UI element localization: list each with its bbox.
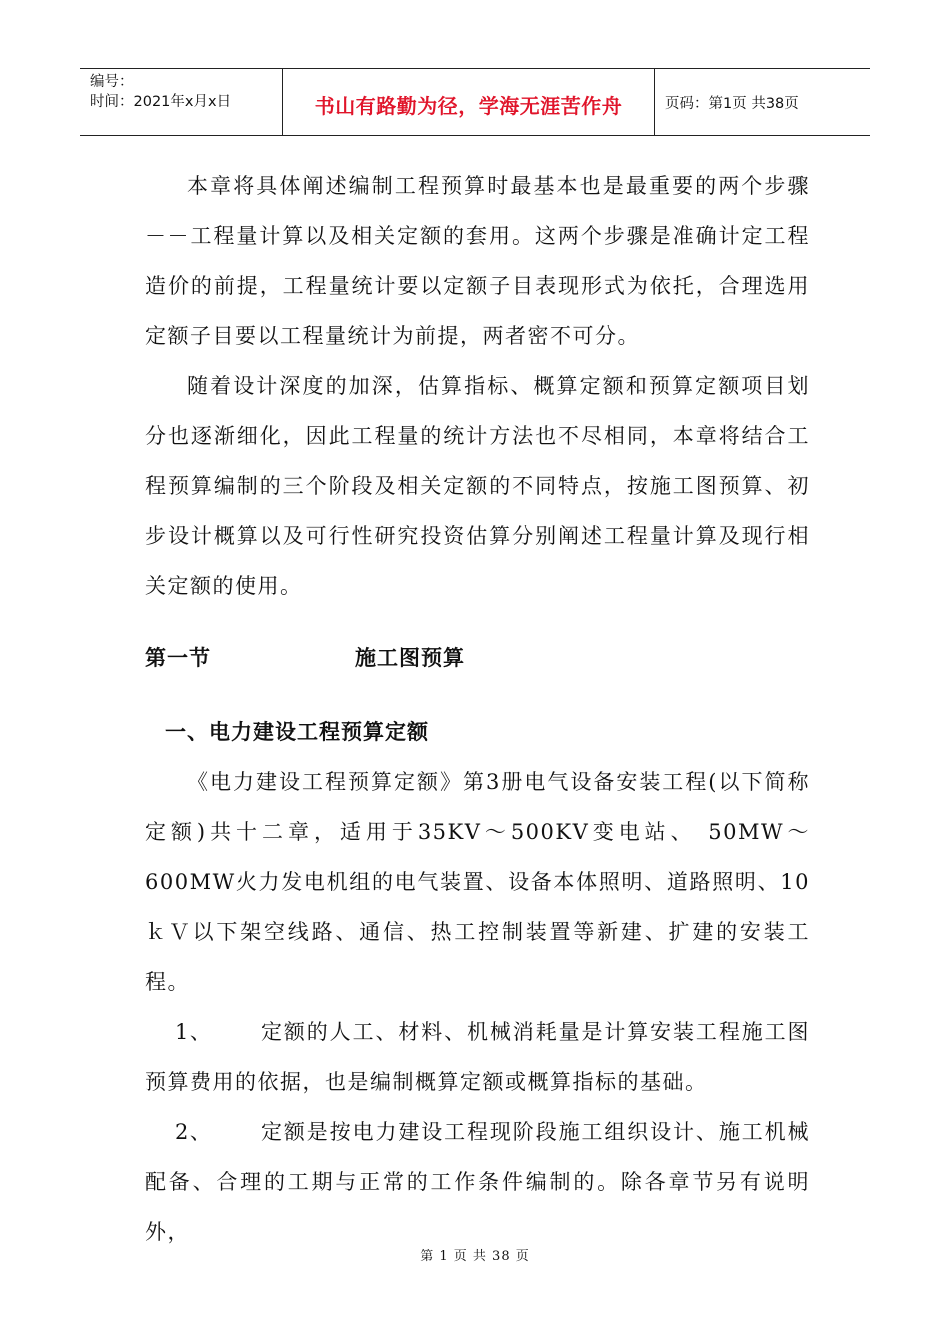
- section-heading: [145, 633, 465, 683]
- section-number: 第一节: [145, 646, 211, 670]
- paragraph-3: 《电力建设工程预算定额》第3册电气设备安装工程(以下简称定额)共十二章，适用于35KV～500KV变电站、 50MW～600MW火力发电机组的电气装置、设备本体照明、道路照明、10ｋＶ以下架空线路、通信、热工控制装置等新建、扩建的安装工程。: [145, 770, 810, 994]
- list-item-number: 1、: [175, 1020, 213, 1044]
- page-header: [80, 68, 870, 136]
- date-text: 时间：2021年x月x日: [90, 94, 232, 110]
- intro-text: [145, 161, 810, 611]
- header-meta-cell: [80, 69, 283, 135]
- list-item-text: 定额是按电力建设工程现阶段施工组织设计、施工机械配备、合理的工期与正常的工作条件编制的。除各章节另有说明外，: [145, 1120, 810, 1244]
- header-motto-cell: [283, 69, 655, 135]
- subsection-heading: 一、电力建设工程预算定额: [165, 720, 429, 744]
- paragraph-1: 本章将具体阐述编制工程预算时最基本也是最重要的两个步骤－－工程量计算以及相关定额的套用。这两个步骤是准确计定工程造价的前提，工程量统计要以定额子目表现形式为依托，合理选用定额子目要以工程量统计为前提，两者密不可分。: [145, 174, 810, 348]
- list-item: [145, 1007, 810, 1107]
- list-item-number: 2、: [175, 1120, 213, 1144]
- section-body: [145, 757, 810, 1257]
- paragraph-2: 随着设计深度的加深，估算指标、概算定额和预算定额项目划分也逐渐细化，因此工程量的统计方法也不尽相同，本章将结合工程预算编制的三个阶段及相关定额的不同特点，按施工图预算、初步设计概算以及可行性研究投资估算分别阐述工程量计算及现行相关定额的使用。: [145, 374, 810, 598]
- code-label: 编号：: [90, 74, 134, 90]
- header-page-cell: [655, 69, 870, 135]
- page-footer: 第 1 页 共 38 页: [420, 1249, 530, 1264]
- section-title: 施工图预算: [355, 646, 465, 670]
- list-item: [145, 1107, 810, 1257]
- page-info: 页码：第1页 共38页: [665, 95, 799, 112]
- motto-text: 书山有路勤为径，学海无涯苦作舟: [314, 93, 623, 118]
- list-item-text: 定额的人工、材料、机械消耗量是计算安装工程施工图预算费用的依据，也是编制概算定额或概算指标的基础。: [145, 1020, 810, 1094]
